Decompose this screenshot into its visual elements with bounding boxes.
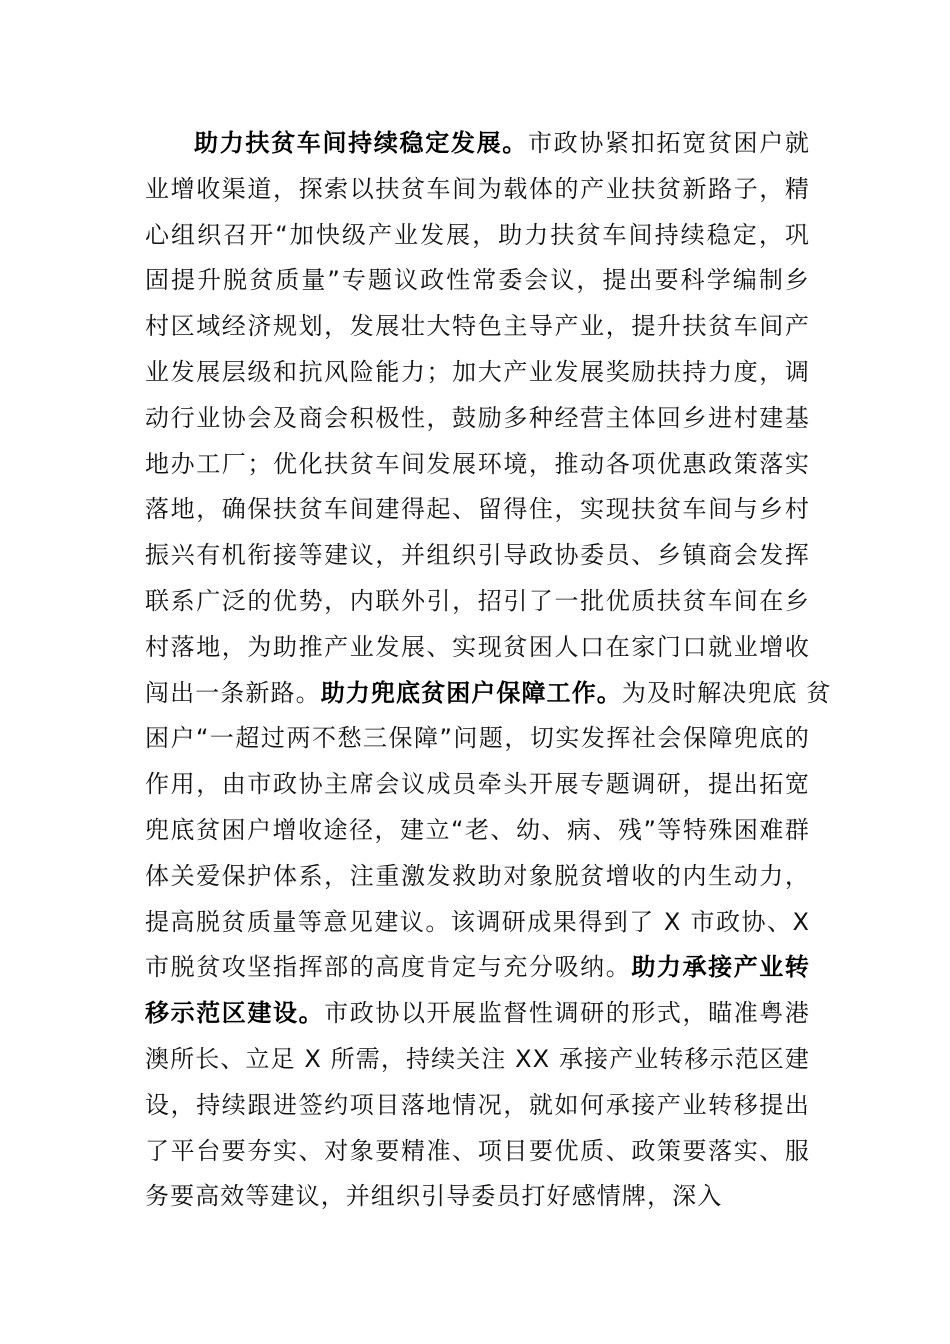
heading-aid-industry-transfer: 助力承接产业转 (631, 953, 811, 982)
text-line (145, 121, 810, 167)
line-text: 作用，由市政协主席会议成员牵头开展专题调研，提出拓宽 (145, 770, 810, 799)
heading-aid-industry-transfer-cont: 移示范区建设。 (145, 999, 325, 1028)
text-line (145, 258, 810, 304)
text-line (145, 350, 810, 396)
line-text: 市脱贫攻坚指挥部的高度肯定与充分吸纳。 (145, 953, 632, 982)
text-line (145, 533, 810, 579)
line-text: 固提升脱贫质量”专题议政性常委会议，提出要科学编制乡 (145, 266, 810, 295)
line-text: 振兴有机衔接等建议，并组织引导政协委员、乡镇商会发挥 (145, 541, 810, 570)
line-text: 闯出一条新路。 (145, 678, 321, 707)
text-line (145, 1174, 810, 1220)
text-line (145, 762, 810, 808)
line-text: 联系广泛的优势，内联外引，招引了一批优质扶贫车间在乡 (145, 586, 810, 615)
line-text: 落地，确保扶贫车间建得起、留得住，实现扶贫车间与乡村 (145, 495, 810, 524)
text-line (145, 854, 810, 900)
text-line (145, 625, 810, 671)
text-line (145, 900, 810, 946)
line-text: 市政协紧扣拓宽贫困户就 (527, 129, 810, 157)
heading-aid-bottom-line: 助力兜底贫困户保障工作。 (320, 678, 622, 707)
text-line (145, 1129, 810, 1175)
line-text: 为及时解决兜底 贫 (621, 678, 832, 707)
line-text: 困户“一超过两不愁三保障”问题，切实发挥社会保障兜底的 (145, 724, 810, 753)
line-text: 了平台要夯实、对象要精准、项目要优质、政策要落实、服 (145, 1136, 810, 1165)
line-text: 业增收渠道，探索以扶贫车间为载体的产业扶贫新路子，精 (145, 174, 810, 203)
text-line (145, 1037, 810, 1083)
text-line (145, 579, 810, 625)
line-text: 村区域经济规划，发展壮大特色主导产业，提升扶贫车间产 (145, 312, 810, 341)
text-line (145, 396, 810, 442)
line-text: 设，持续跟进签约项目落地情况，就如何承接产业转移提出 (145, 1090, 810, 1119)
line-text: 澳所长、立足 X 所需，持续关注 XX 承接产业转移示范区建 (145, 1044, 810, 1073)
text-line (145, 1083, 810, 1129)
text-line (145, 487, 810, 533)
line-text: 体关爱保护体系，注重激发救助对象脱贫增收的内生动力， (145, 861, 810, 890)
line-text: 村落地，为助推产业发展、实现贫困人口在家门口就业增收 (145, 632, 810, 661)
line-text: 务要高效等建议，并组织引导委员打好感情牌，深入 (145, 1182, 723, 1211)
body-paragraph (145, 121, 832, 1220)
text-line (145, 213, 810, 259)
text-line (145, 671, 832, 717)
text-line (145, 716, 810, 762)
line-text: 动行业协会及商会积极性，鼓励多种经营主体回乡进村建基 (145, 403, 810, 432)
line-text: 心组织召开“加快级产业发展，助力扶贫车间持续稳定，巩 (145, 220, 810, 249)
text-line (145, 304, 810, 350)
text-line (145, 167, 810, 213)
text-line (145, 945, 810, 991)
text-line (145, 991, 810, 1037)
line-text: 地办工厂；优化扶贫车间发展环境，推动各项优惠政策落实 (145, 449, 810, 478)
line-text: 兜底贫困户增收途径，建立“老、幼、病、残”等特殊困难群 (145, 815, 810, 844)
line-text: 市政协以开展监督性调研的形式，瞄准粤港 (324, 999, 810, 1028)
text-line (145, 442, 810, 488)
line-text: 提高脱贫质量等意见建议。该调研成果得到了 X 市政协、X (145, 907, 810, 936)
heading-aid-workshops: 助力扶贫车间持续稳定发展。 (194, 129, 528, 157)
line-text: 业发展层级和抗风险能力；加大产业发展奖励扶持力度，调 (145, 357, 810, 386)
text-line (145, 808, 810, 854)
